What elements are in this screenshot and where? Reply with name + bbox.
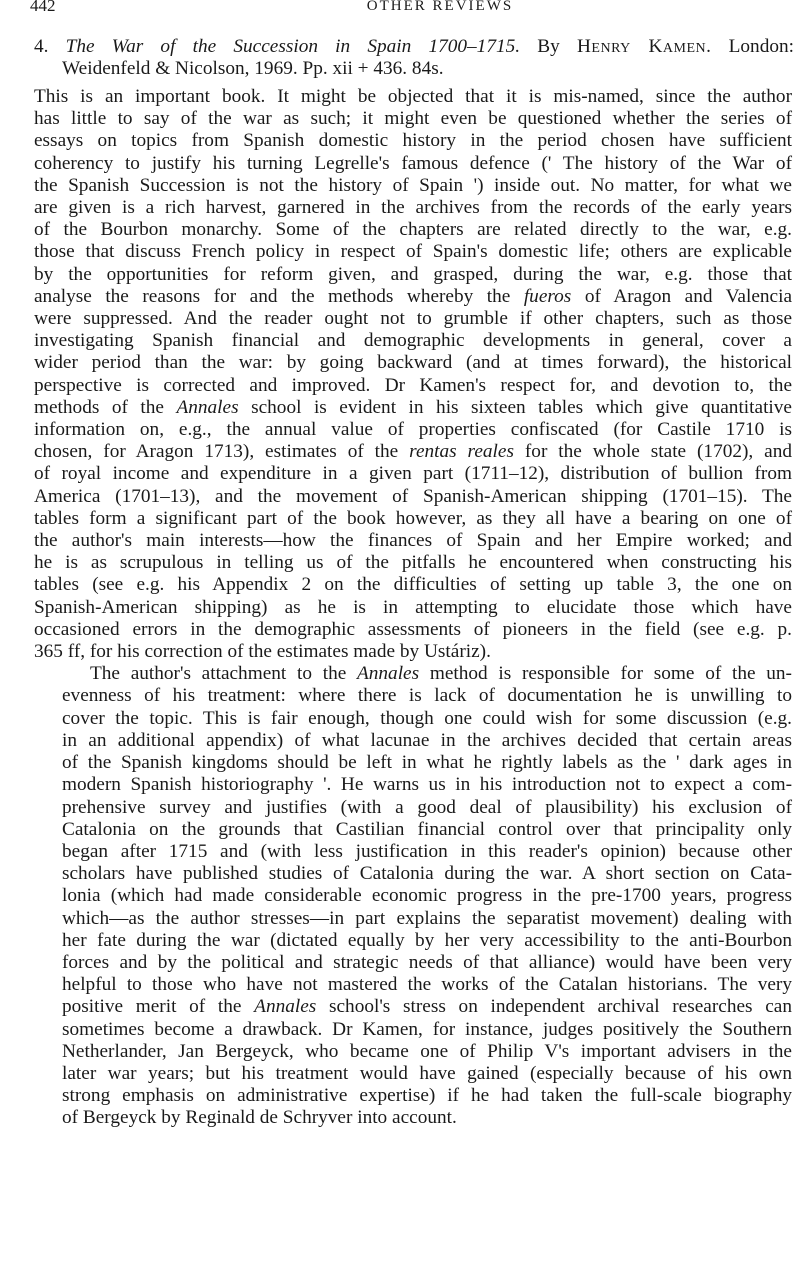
text-line: lonia (which had made considerable economic progress in the pre-1700 years, progress	[62, 885, 792, 907]
text-line: wider period than the war: by going backward (and at times forward), the historical	[34, 352, 792, 374]
citation-number: 4.	[34, 36, 49, 57]
text-line: those that discuss French policy in respect of Spain's domestic life; others are explicable	[34, 241, 792, 263]
text-line: scholars have published studies of Catalonia during the war. A short section on Cata-	[62, 863, 792, 885]
text-line: began after 1715 and (with less justification in this reader's opinion) because other	[62, 840, 792, 862]
page-number: 442	[30, 0, 56, 15]
text-line: of the Bourbon monarchy. Some of the chapters are related directly to the war, e.g.	[34, 219, 792, 241]
text-line: 365 ff, for his correction of the estimates made by Ustáriz).	[34, 641, 491, 663]
book-author: Henry Kamen.	[577, 36, 712, 57]
text-line: of Bergeyck by Reginald de Schryver into account.	[62, 1107, 457, 1129]
text-line: The author's attachment to the Annales method is responsible for some of the un-	[90, 663, 792, 685]
publication-place: London:	[728, 36, 794, 57]
text-line: later war years; but his treatment would have gained (especially because of his own	[62, 1062, 792, 1084]
text-line: cover the topic. This is fair enough, though one could wish for some discussion (e.g.	[62, 707, 792, 729]
text-line: helpful to those who have not mastered the works of the Catalan historians. The very	[62, 974, 792, 996]
text-line: modern Spanish historiography '. He warns us in his introduction not to expect a com-	[62, 774, 792, 796]
text-line: methods of the Annales school is evident in his sixteen tables which give quantitative	[34, 396, 792, 418]
text-line: occasioned errors in the demographic assessments of pioneers in the field (see e.g. p.	[34, 618, 792, 640]
text-line: of royal income and expenditure in a given part (1711–12), distribution of bullion from	[34, 463, 792, 485]
text-line: the Spanish Succession is not the history of Spain ') inside out. No matter, for what we	[34, 174, 792, 196]
text-line: information on, e.g., the annual value of properties confiscated (for Castile 1710 is	[34, 419, 792, 441]
text-line: sometimes become a drawback. Dr Kamen, for instance, judges positively the Southern	[62, 1018, 792, 1040]
text-line: the author's main interests—how the finances of Spain and her Empire worked; and	[34, 530, 792, 552]
text-line: tables (see e.g. his Appendix 2 on the difficulties of setting up table 3, the one on	[34, 574, 792, 596]
text-line: her fate during the war (dictated equally by her very accessibility to the anti-Bourbon	[62, 929, 792, 951]
review-citation	[34, 36, 794, 80]
text-line: analyse the reasons for and the methods whereby the fueros of Aragon and Valencia	[34, 285, 793, 307]
text-line: Catalonia on the grounds that Castilian financial control over that principality only	[62, 818, 792, 840]
page-header	[30, 0, 790, 18]
paragraph	[34, 86, 792, 663]
text-line: tables form a significant part of the book however, as they all have a bearing on one of	[34, 507, 792, 529]
text-line: evenness of his treatment: where there is lack of documentation he is unwilling to	[62, 685, 792, 707]
text-line: coherency to justify his turning Legrelle's famous defence (' The history of the War of	[34, 152, 792, 174]
publisher-details: Weidenfeld & Nicolson, 1969. Pp. xii + 436. 84s.	[62, 58, 444, 79]
text-line: has little to say of the war as such; it might even be questioned whether the series of	[34, 108, 792, 130]
text-line: of the Spanish kingdoms should be left in what he rightly labels as the ' dark ages in	[62, 752, 792, 774]
text-line: forces and by the political and strategic needs of that alliance) would have been very	[62, 951, 792, 973]
text-line: are given is a rich harvest, garnered in the archives from the records of the early years	[34, 197, 792, 219]
text-line: in an additional appendix) of what lacunae in the archives decided that certain areas	[62, 729, 792, 751]
text-line: positive merit of the Annales school's stress on independent archival researches can	[62, 996, 792, 1018]
citation-line-1	[34, 36, 794, 58]
text-line: This is an important book. It might be objected that it is mis-named, since the author	[34, 86, 792, 107]
text-line: chosen, for Aragon 1713), estimates of the rentas reales for the whole state (1702), and	[34, 441, 792, 463]
text-line: by the opportunities for reform given, and grasped, during the war, e.g. those that	[34, 263, 792, 285]
text-line: strong emphasis on administrative expertise) if he had taken the full-scale biography	[62, 1085, 792, 1107]
text-line: investigating Spanish financial and demographic developments in general, cover a	[34, 330, 792, 352]
text-line: Spanish-American shipping) as he is in attempting to elucidate those which have	[34, 596, 792, 618]
text-line: America (1701–13), and the movement of Spanish-American shipping (1701–15). The	[34, 485, 792, 507]
book-title: The War of the Succession in Spain 1700–1715.	[65, 36, 521, 57]
text-line: which—as the author stresses—in part explains the separatist movement) dealing with	[62, 907, 792, 929]
citation-by: By	[537, 36, 560, 57]
review-body	[34, 86, 792, 1130]
text-line: Netherlander, Jan Bergeyck, who became one of Philip V's important advisers in the	[62, 1040, 792, 1062]
text-line: perspective is corrected and improved. Dr Kamen's respect for, and devotion to, the	[34, 374, 792, 396]
text-line: he is as scrupulous in telling us of the pitfalls he encountered when constructing his	[34, 552, 792, 574]
text-line: prehensive survey and justifies (with a good deal of plausibility) his exclusion of	[62, 796, 792, 818]
paragraph	[34, 663, 792, 1129]
running-head: OTHER REVIEWS	[366, 0, 514, 14]
text-line: were suppressed. And the reader ought not to grumble if other chapters, such as those	[34, 308, 792, 330]
text-line: essays on topics from Spanish domestic history in the period chosen have sufficient	[34, 130, 792, 152]
